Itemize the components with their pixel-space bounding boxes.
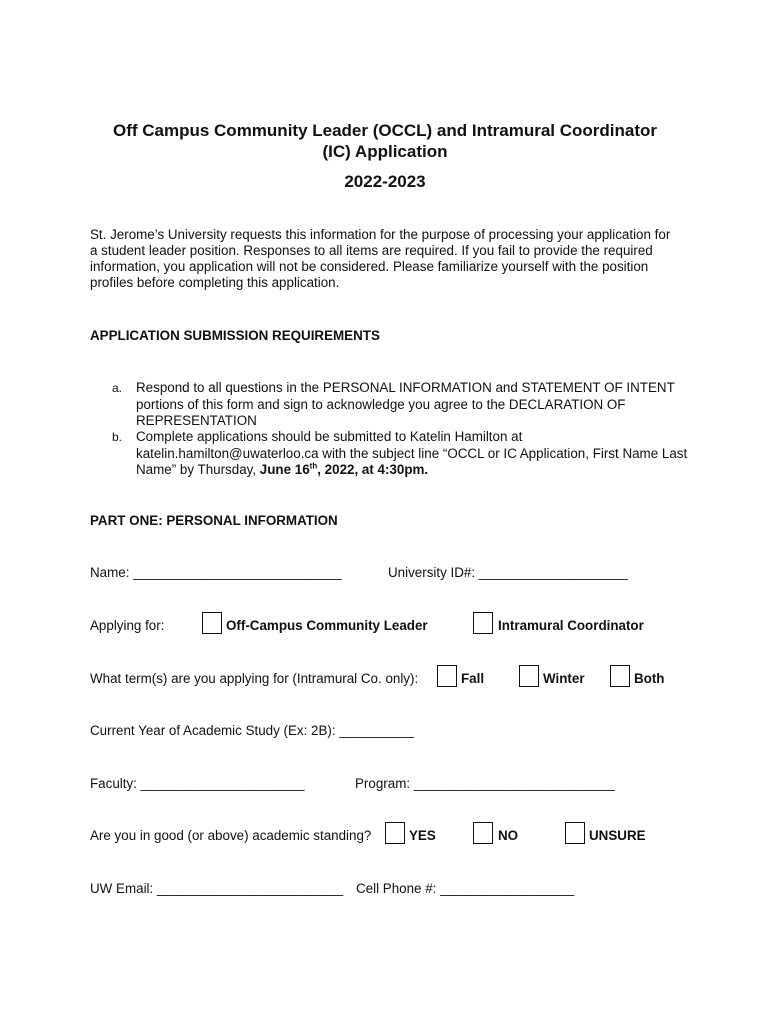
list-marker: a. (112, 381, 123, 395)
applying-for-label: Applying for: (90, 618, 165, 633)
yes-checkbox[interactable] (385, 822, 405, 844)
ic-option-label: Intramural Coordinator (498, 618, 644, 633)
faculty-field[interactable]: Faculty: ______________________ (90, 776, 305, 791)
uw-email-field[interactable]: UW Email: _________________________ (90, 881, 344, 896)
requirement-text: Respond to all questions in the PERSONAL INFORMATION and STATEMENT OF INTENT portions of this form and sign to acknowledge you agree to the DECLARATION OF REPRESENTATION (136, 380, 675, 428)
program-field[interactable]: Program: ___________________________ (355, 776, 615, 791)
standing-label: Are you in good (or above) academic standing? (90, 828, 372, 843)
title-line-1: Off Campus Community Leader (OCCL) and Intramural Coordinator (112, 121, 658, 140)
unsure-option-label: UNSURE (589, 828, 646, 843)
cell-phone-field[interactable]: Cell Phone #: __________________ (356, 881, 575, 896)
deadline-date: June 16th, 2022, at 4:30pm. (259, 461, 429, 477)
intro-paragraph: St. Jerome’s University requests this information for the purpose of processing your application for a student leader position. Responses to all items are required. If you fail to provide the required information, you application will not be considered. Please familiarize yourself with the position profiles before completing this application. (90, 227, 671, 290)
yes-option-label: YES (409, 828, 436, 843)
academic-year-title: 2022-2023 (344, 172, 426, 191)
requirements-heading: APPLICATION SUBMISSION REQUIREMENTS (90, 328, 380, 343)
form-title (60, 120, 710, 162)
requirement-item-b (90, 429, 690, 479)
winter-checkbox[interactable] (519, 665, 539, 687)
requirement-text (136, 429, 690, 479)
term-label: What term(s) are you applying for (Intramural Co. only): (90, 671, 419, 686)
academic-year-field[interactable]: Current Year of Academic Study (Ex: 2B): __________ (90, 723, 414, 738)
both-option-label: Both (634, 671, 665, 686)
both-checkbox[interactable] (610, 665, 630, 687)
winter-option-label: Winter (543, 671, 585, 686)
fall-option-label: Fall (461, 671, 485, 686)
ic-checkbox[interactable] (473, 612, 493, 634)
requirement-text-start: Complete applications should be submitted to Katelin Hamilton at katelin.hamilton@uwaterloo.ca with the subject line “OCCL or IC Application, First Name Last Name” by Thursday, (136, 429, 688, 477)
occl-option-label: Off-Campus Community Leader (226, 618, 428, 633)
title-line-2: (IC) Application (322, 142, 448, 161)
name-field[interactable]: Name: ____________________________ (90, 565, 342, 580)
part-one-heading: PART ONE: PERSONAL INFORMATION (90, 513, 338, 528)
no-checkbox[interactable] (473, 822, 493, 844)
university-id-field[interactable]: University ID#: ____________________ (388, 565, 628, 580)
occl-checkbox[interactable] (202, 612, 222, 634)
no-option-label: NO (498, 828, 519, 843)
unsure-checkbox[interactable] (565, 822, 585, 844)
requirement-item-a (90, 380, 690, 430)
list-marker: b. (112, 430, 123, 444)
fall-checkbox[interactable] (437, 665, 457, 687)
